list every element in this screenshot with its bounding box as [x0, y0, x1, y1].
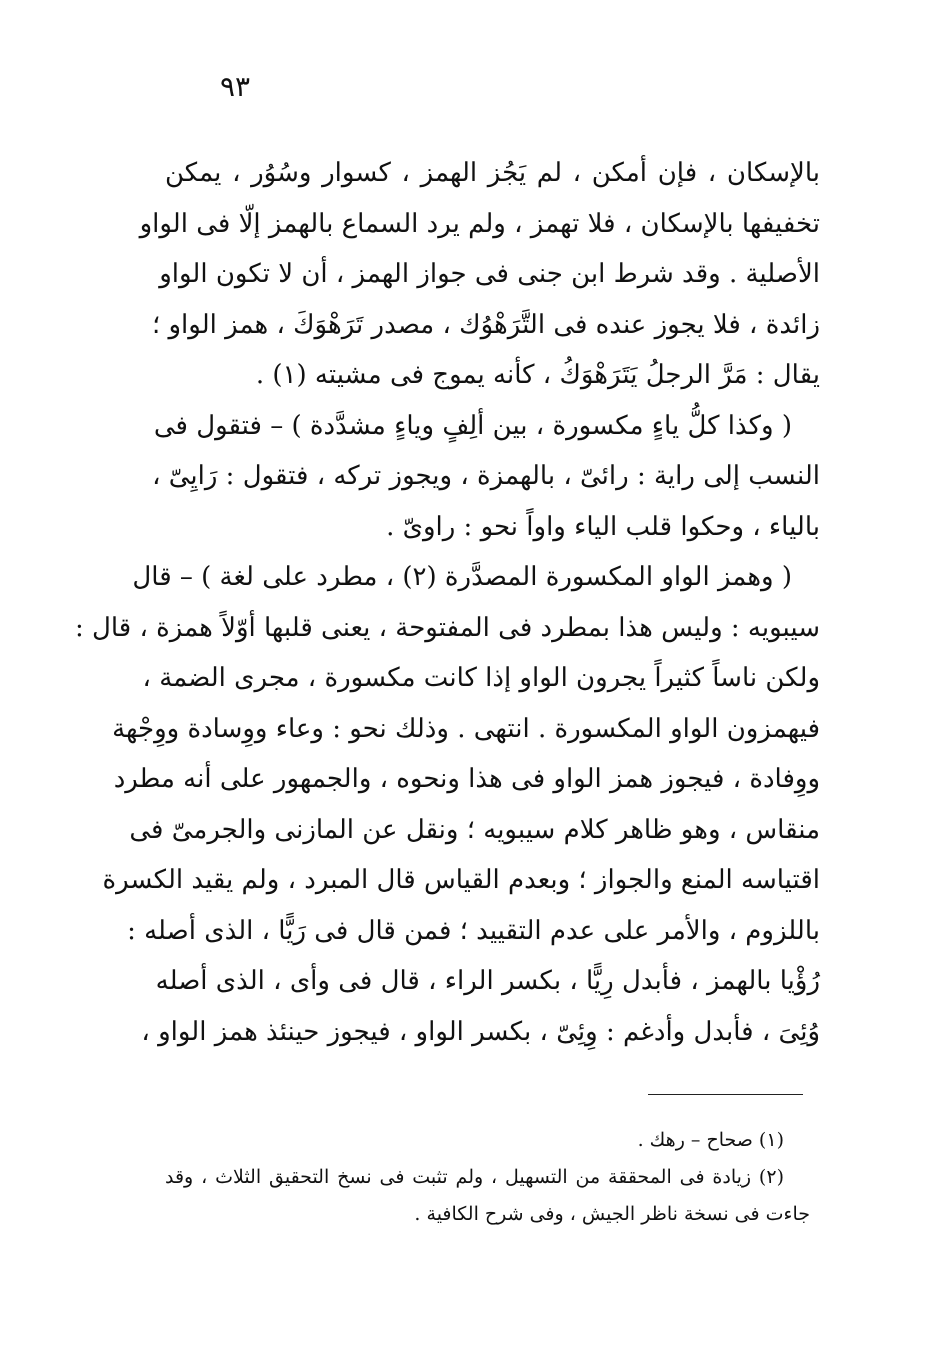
text-line: ( وهمز الواو المكسورة المصدَّرة (٢) ، مطرد على لغة ) – قال [132, 562, 792, 592]
text-line: الأصلية . وقد شرط ابن جنى فى جواز الهمز ، أن لا تكون الواو [159, 259, 820, 289]
main-text [74, 148, 820, 1057]
text-line: ولكن ناساً كثيراً يجرون الواو إذا كانت مكسورة ، مجرى الضمة ، [142, 663, 820, 693]
text-line: فيهمزون الواو المكسورة . انتهى . وذلك نحو : وعاء ووِسادة ووِجْهة [112, 713, 820, 744]
text-line: ( وكذا كلُّ ياءٍ مكسورة ، بين ألِفٍ وياءٍ مشدَّدة ) – فتقول فى [153, 410, 792, 441]
text-line: رُؤْيا بالهمز ، فأبدل رِيًّا ، بكسر الراء ، قال فى وأى ، الذى أصله [155, 966, 820, 996]
text-line: النسب إلى راية : رائىّ ، بالهمزة ، ويجوز تركه ، فتقول : رَايِىّ ، [152, 461, 820, 491]
paragraph-1 [139, 148, 820, 401]
text-line: بالإسكان ، فإن أمكن ، لم يَجُز الهمز ، كسوار وسُوُر ، يمكن [165, 158, 820, 188]
page-number: ٩٣ [219, 70, 251, 103]
footnote-line: جاءت فى نسخة ناظر الجيش ، وفى شرح الكافية . [414, 1203, 810, 1225]
text-line: ووِفادة ، فيجوز همز الواو فى هذا ونحوه ، والجمهور على أنه مطرد [113, 764, 820, 794]
paragraph-2 [152, 401, 820, 553]
text-line: باللزوم ، والأمر على عدم التقييد ؛ فمن قال فى رَيًّا ، الذى أصله : [127, 915, 820, 946]
footnote-divider [648, 1094, 803, 1095]
text-line: بالياء ، وحكوا قلب الياء واواً نحو : راوىّ . [386, 511, 820, 542]
text-line: زائدة ، فلا يجوز عنده فى التَّرَهْوُك ، مصدر تَرَهْوَكَ ، همز الواو ؛ [151, 309, 820, 340]
text-line: سيبويه : وليس هذا بمطرد فى المفتوحة ، يعنى قلبها أوّلاً همزة ، قال : [74, 612, 820, 643]
footnotes [165, 1122, 810, 1233]
footnote-line: (٢) زيادة فى المحققة من التسهيل ، ولم تثبت فى نسخ التحقيق الثلاث ، وقد [165, 1166, 784, 1188]
text-line: تخفيفها بالإسكان ، فلا تهمز ، ولم يرد السماع بالهمز إلّا فى الواو [139, 208, 820, 239]
footnote-line: (١) صحاح – رهك . [637, 1129, 784, 1151]
text-line: منقاس ، وهو ظاهر كلام سيبويه ؛ ونقل عن المازنى والجرمىّ فى [129, 814, 820, 845]
text-line: وُئِىَ ، فأبدل وأدغم : وِئِىّ ، بكسر الواو ، فيجوز حينئذ همز الواو ، [141, 1016, 820, 1047]
paragraph-3 [74, 552, 820, 1057]
footnote-1 [165, 1122, 810, 1159]
footnote-2 [165, 1159, 810, 1233]
text-line: يقال : مَرَّ الرجلُ يَتَرَهْوَكُ ، كأنه يموج فى مشيته (١) . [255, 360, 820, 390]
text-line: اقتياسه المنع والجواز ؛ وبعدم القياس قال المبرد ، ولم يقيد الكسرة [102, 865, 820, 895]
